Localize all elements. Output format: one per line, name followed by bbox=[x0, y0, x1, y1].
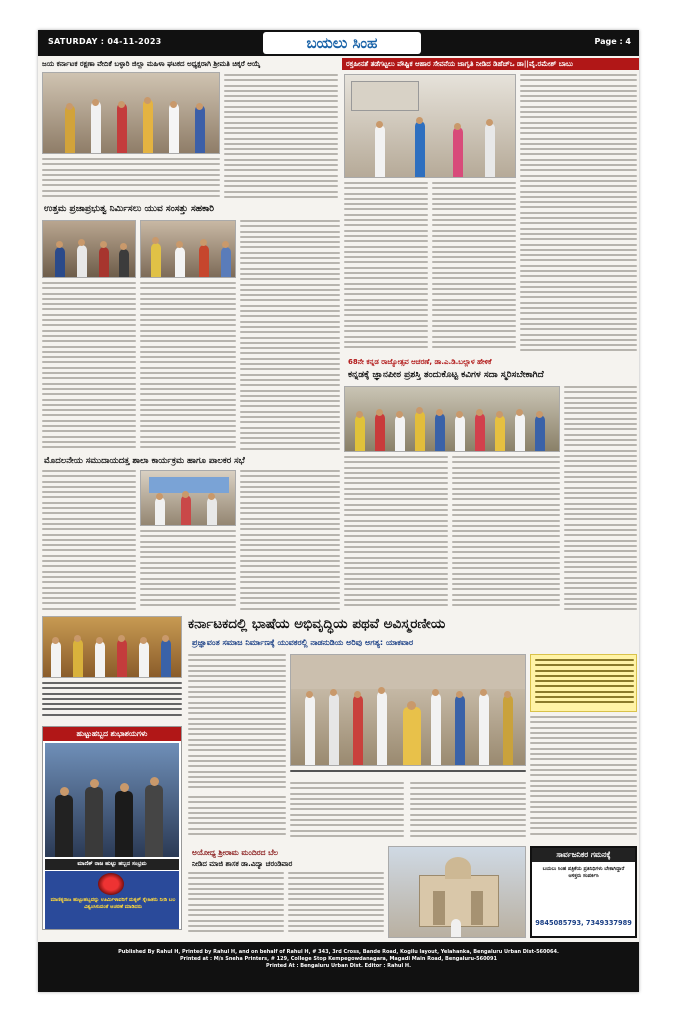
article-headline-ayodhya: ಅಯೋಧ್ಯ ಶ್ರೀರಾಮ ಮಂದಿರದ ಬೆಲ bbox=[192, 848, 279, 857]
public-notice-ad bbox=[530, 846, 637, 938]
article-headline-anemia-awareness: ರಕ್ತಹೀನತೆ ತಡೆಗಟ್ಟಲು ಪೌಷ್ಟಿಕ ಆಹಾರ ಸೇವನೆಯ ಜಾಗೃತಿ ನೀಡಿದ ಡಿಹೆಚ್ಒ ಡಾ||ವೈ.ರಮೇಶ್ ಬಾಬು bbox=[342, 58, 639, 70]
article-body-school-2 bbox=[140, 530, 236, 610]
birthday-ad-title: ಹುಟ್ಟುಹಬ್ಬದ ಶುಭಾಶಯಗಳು bbox=[43, 727, 181, 741]
photo-language-event bbox=[290, 654, 526, 766]
public-notice-title: ಸಾರ್ವಜನಿಕರ ಗಮನಕ್ಕೆ bbox=[532, 848, 635, 862]
article-headline-jnanapeetha: ಕನ್ನಡಕ್ಕೆ ಜ್ಞಾನಪೀಠ ಪ್ರಶಸ್ತಿ ತಂದುಕೊಟ್ಟ ಕವಿಗಳ ಸದಾ ಸ್ಮರಿಸಬೇಕಾಗಿದೆ bbox=[348, 370, 544, 380]
article-body-karave bbox=[42, 158, 220, 200]
article-body-anemia-2 bbox=[432, 182, 516, 352]
article-headline-school-program: ಮೊದಲನೇಯ ಸಮುದಾಯದತ್ತ ಶಾಲಾ ಕಾರ್ಯಕ್ರಮ ಹಾಗೂ ಪಾಲಕರ ಸಭೆ bbox=[44, 456, 245, 466]
article-subheadline-language: ಪ್ರಜ್ಞಾವಂತ ಸಮಾಜ ನಿರ್ಮಾಣಕ್ಕೆ ಯುವಕರಲ್ಲಿ ನಾಡನುಡಿಯ ಅರಿವು ಅಗತ್ಯ: ಯಾಕವಾರ bbox=[192, 638, 414, 647]
issue-date: SATURDAY : 04-11-2023 bbox=[48, 37, 162, 46]
photo-caption-language bbox=[290, 770, 526, 778]
article-body-ayodhya-1 bbox=[188, 872, 284, 938]
photo-event-group-left bbox=[42, 616, 182, 678]
photo-caption-event-left bbox=[42, 682, 182, 722]
article-headline-youth-parliament: ಉತ್ತಮ ಪ್ರಜಾಪ್ರಭುತ್ವ ನಿರ್ಮಿಸಲು ಯುವ ಸಂಸತ್ತು ಸಹಕಾರಿ bbox=[44, 204, 214, 214]
article-body-jnanapeetha-right bbox=[564, 386, 637, 610]
article-body-language-3 bbox=[410, 782, 526, 842]
photo-karave-group bbox=[42, 72, 220, 154]
photo-school-program bbox=[140, 470, 236, 526]
imprint-footer bbox=[38, 942, 639, 992]
article-body-school-1 bbox=[42, 470, 136, 610]
article-body-jnanapeetha-1 bbox=[344, 456, 448, 610]
birthday-ad bbox=[42, 726, 182, 930]
article-body-school-3 bbox=[240, 470, 340, 610]
public-notice-phone: 9845085793, 7349337989 bbox=[535, 919, 632, 927]
photo-ram-temple bbox=[388, 846, 526, 938]
public-notice-body: ಬಯಲು ಸಿಂಹ ಪತ್ರಿಕೆಯ ಪ್ರತಿನಿಧಿಗಳು ಬೇಕಾಗಿದ್ದಾರೆ ಆಸಕ್ತರು ಸಂಪರ್ಕಿಸಿ bbox=[542, 866, 625, 879]
imprint-line-editor: Printed At : Bengaluru Urban Dist. Editor : Rahul H. bbox=[265, 963, 411, 969]
birthday-ad-wish: ಮಾಣಿಕ್ಯರಾಜ ಹುಟ್ಟುಹಬ್ಬವನ್ನು ಊರ್ಮಿಳಾವರಿಗೆ ಮಕ್ಕಳ್ ಸ್ನೇಹಿತರು ನೀಡಿ ಬಲ ವಿಶ್ವಂಸಿಸುವಂತೆ ಆಚರಣೆ ಮಾಡಿದರು bbox=[50, 897, 176, 910]
article-subheadline-ayodhya: ನೀಡಿದ ಮಾಜಿ ಶಾಸಕ ಡಾ.ವಿದ್ಯಾ ಚರಂಡಿವಾರ bbox=[192, 860, 293, 868]
photo-youth-parliament-1 bbox=[42, 220, 136, 278]
article-headline-language-development: ಕರ್ನಾಟಕದಲ್ಲಿ ಭಾಷೆಯ ಅಭಿವೃದ್ಧಿಯ ಪಥವೆ ಅವಿಸ್ಮರಣೀಯ bbox=[188, 616, 446, 632]
birthday-flower-image bbox=[98, 873, 124, 895]
masthead bbox=[38, 30, 639, 56]
article-body-youth-parliament-1 bbox=[42, 282, 136, 450]
article-body-ayodhya-2 bbox=[288, 872, 384, 938]
article-body-karave-right bbox=[224, 74, 338, 198]
article-body-jnanapeetha-2 bbox=[452, 456, 560, 610]
highlight-box-language bbox=[530, 654, 637, 712]
page-number: Page : 4 bbox=[594, 37, 631, 46]
article-kicker-rajyotsava: 68ನೇ ಕನ್ನಡ ರಾಜ್ಯೋತ್ಸವ ಆಚರಣೆ, ಡಾ.ಎ.ಡಿ.ಬಲ್ಲಾಳ ಹೇಳಿಕೆ bbox=[348, 358, 492, 366]
article-body-language-1 bbox=[188, 654, 286, 792]
article-body-youth-parliament-2 bbox=[140, 282, 236, 450]
birthday-ad-caption: ಮಾಣಿಕ್ ರಾಜ ಹುಟ್ಟು ಹಬ್ಬದ ಸಂಭ್ರಮ bbox=[45, 859, 179, 870]
imprint-line-publisher: Published By Rahul H, Printed by Rahul H, and on behalf of Rahul H, # 343, 3rd Cross, Bande Road, Kogilu layout, Yelahanka, Bengaluru Urban Dist-560064. bbox=[118, 949, 559, 955]
imprint-line-printer: Printed at : M/s Sneha Printers, # 129, College Stop Kempegowdanagara, Magadi Main Road, Bengaluru-560091 bbox=[179, 956, 497, 962]
article-body-youth-parliament-3 bbox=[240, 220, 340, 450]
article-headline-karave: ಜಯ ಕರ್ನಾಟಕ ರಕ್ಷಣಾ ವೇದಿಕೆ ಬಳ್ಳಾರಿ ಜಿಲ್ಲಾ ಮಹಿಳಾ ಘಟಕದ ಅಧ್ಯಕ್ಷರಾಗಿ ಶ್ರೀಮತಿ ಚಿಕ್ಕರೆ ಆಯ್ಕೆ bbox=[42, 60, 261, 68]
article-body-language-5 bbox=[188, 796, 286, 842]
newspaper-page bbox=[38, 30, 639, 992]
photo-rajyotsava-group bbox=[344, 386, 560, 452]
article-body-anemia-1 bbox=[344, 182, 428, 352]
photo-youth-parliament-2 bbox=[140, 220, 236, 278]
photo-anemia-awareness bbox=[344, 74, 516, 178]
newspaper-title: ಬಯಲು ಸಿಂಹ bbox=[263, 32, 421, 54]
photo-birthday-friends bbox=[45, 743, 179, 857]
article-body-language-2 bbox=[290, 782, 404, 842]
article-body-language-4 bbox=[530, 716, 637, 842]
article-body-anemia-right bbox=[520, 74, 637, 352]
